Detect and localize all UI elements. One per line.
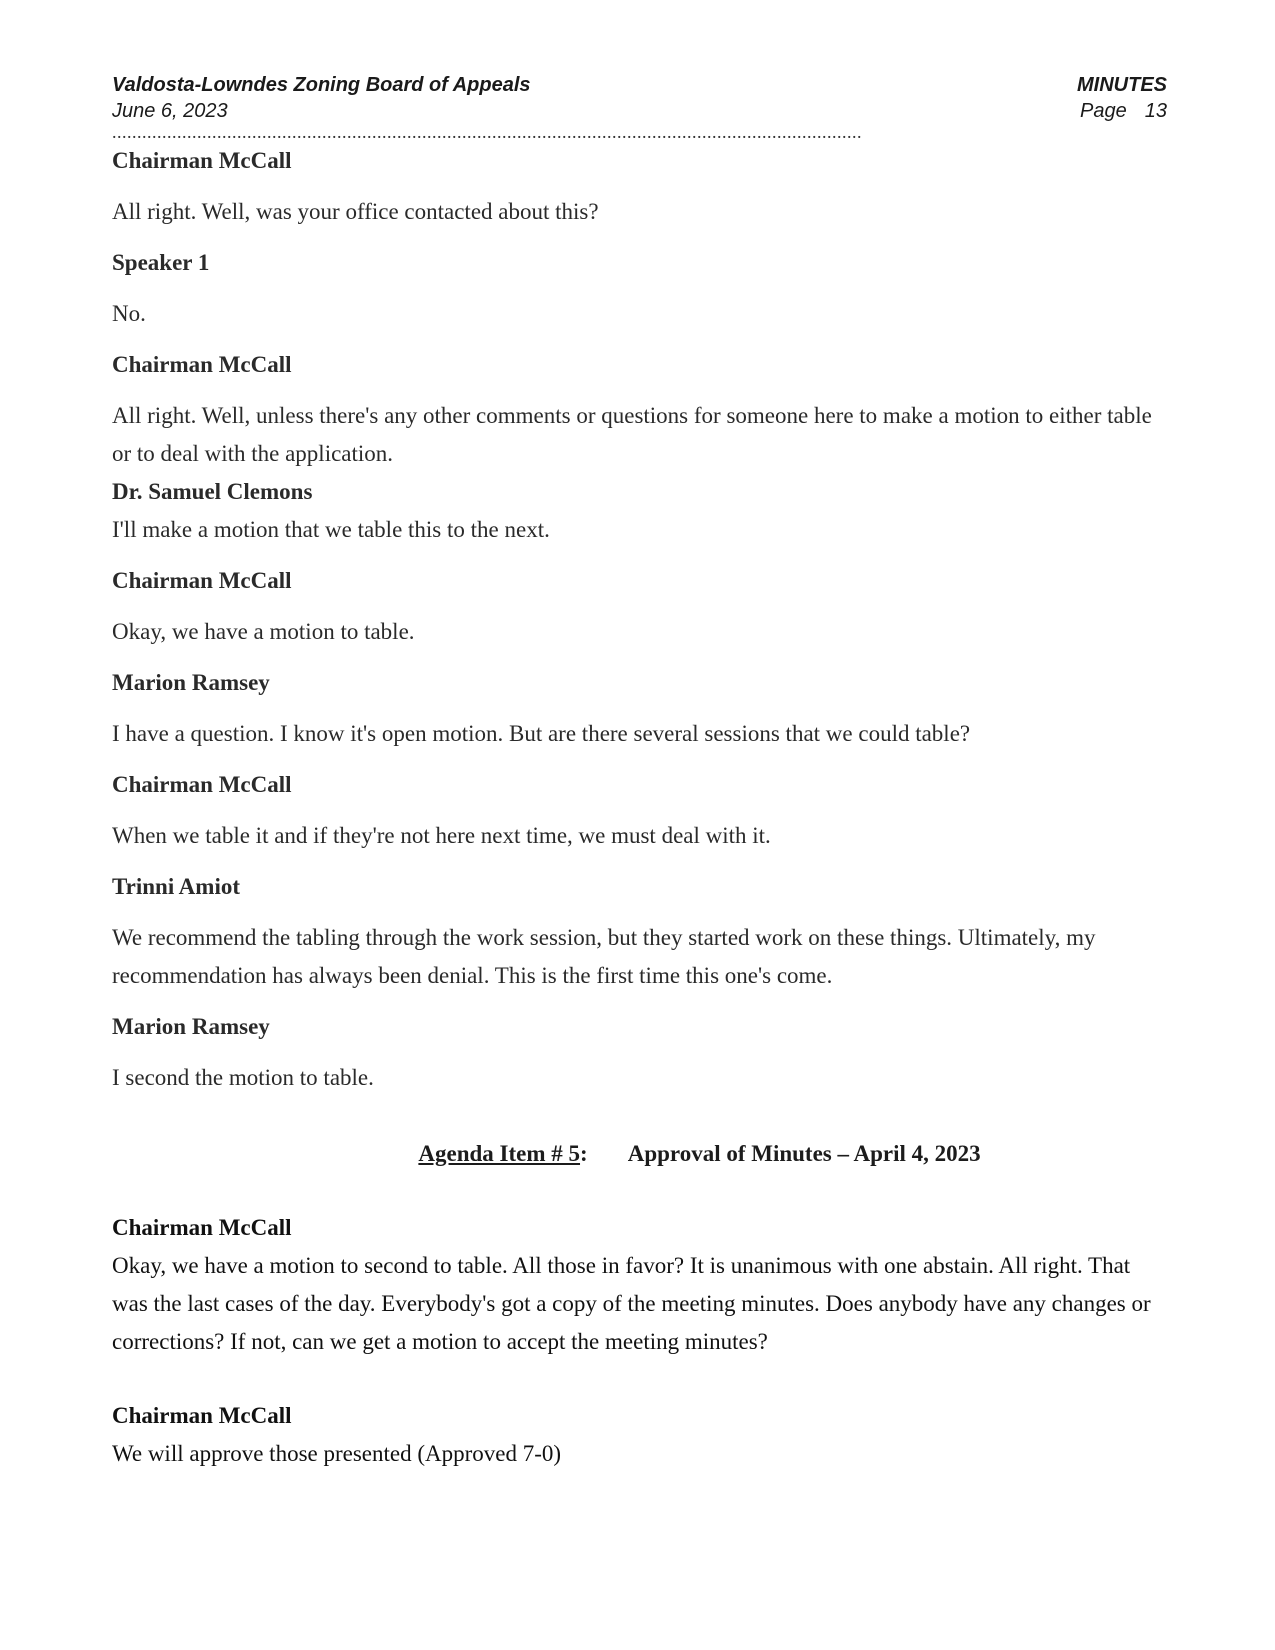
- speaker-name: Chairman McCall: [112, 148, 292, 173]
- page-label: Page: [1080, 100, 1127, 122]
- document-type: MINUTES: [1077, 74, 1167, 96]
- document-page: [112, 72, 1167, 1473]
- speaker-name: Speaker 1: [112, 250, 210, 275]
- board-name: Valdosta-Lowndes Zoning Board of Appeals: [112, 74, 531, 96]
- speaker-name: Trinni Amiot: [112, 874, 241, 899]
- page-number: 13: [1144, 100, 1167, 122]
- post-agenda-transcript: [112, 1209, 1167, 1473]
- speaker-text: Okay, we have a motion to table.: [112, 619, 415, 644]
- header-row-1: [112, 72, 1167, 98]
- agenda-heading: [232, 1135, 1167, 1173]
- header-separator: ......................................................................................................................................................: [112, 124, 862, 142]
- speaker-text: I have a question. I know it's open motion. But are there several sessions that we could table?: [112, 721, 971, 746]
- speaker-text: When we table it and if they're not here next time, we must deal with it.: [112, 823, 771, 848]
- speaker-text: I second the motion to table.: [112, 1065, 374, 1090]
- speaker-name: Dr. Samuel Clemons: [112, 479, 313, 504]
- agenda-colon: :: [580, 1141, 588, 1166]
- header-row-2: [112, 98, 1167, 124]
- speaker-name: Marion Ramsey: [112, 670, 270, 695]
- speaker-text: We will approve those presented (Approved 7-0): [112, 1441, 562, 1466]
- page-indicator: [1080, 98, 1167, 124]
- speaker-text: Okay, we have a motion to second to table. All those in favor? It is unanimous with one abstain. All right. That was the last cases of the day. Everybody's got a copy of the meeting minutes. Does anybody have any changes or corrections? If not, can we get a motion to accept the meeting minutes?: [112, 1253, 1151, 1354]
- speaker-name: Chairman McCall: [112, 568, 292, 593]
- speaker-text: We recommend the tabling through the work session, but they started work on these things. Ultimately, my recommendation has always been denial. This is the first time this one's come.: [112, 925, 1096, 988]
- agenda-item-title: Approval of Minutes – April 4, 2023: [627, 1141, 981, 1166]
- speaker-name: Chairman McCall: [112, 772, 292, 797]
- speaker-text: No.: [112, 301, 146, 326]
- speaker-name: Chairman McCall: [112, 1215, 292, 1240]
- speaker-text: All right. Well, unless there's any other comments or questions for someone here to make a motion to either table or to deal with the application.: [112, 403, 1152, 466]
- speaker-text: I'll make a motion that we table this to the next.: [112, 517, 550, 542]
- agenda-item-number: Agenda Item # 5: [418, 1141, 581, 1166]
- speaker-name: Chairman McCall: [112, 352, 292, 377]
- speaker-text: All right. Well, was your office contacted about this?: [112, 199, 599, 224]
- speaker-name: Marion Ramsey: [112, 1014, 270, 1039]
- meeting-date: June 6, 2023: [112, 100, 228, 122]
- speaker-name: Chairman McCall: [112, 1403, 292, 1428]
- transcript: [112, 142, 1167, 1097]
